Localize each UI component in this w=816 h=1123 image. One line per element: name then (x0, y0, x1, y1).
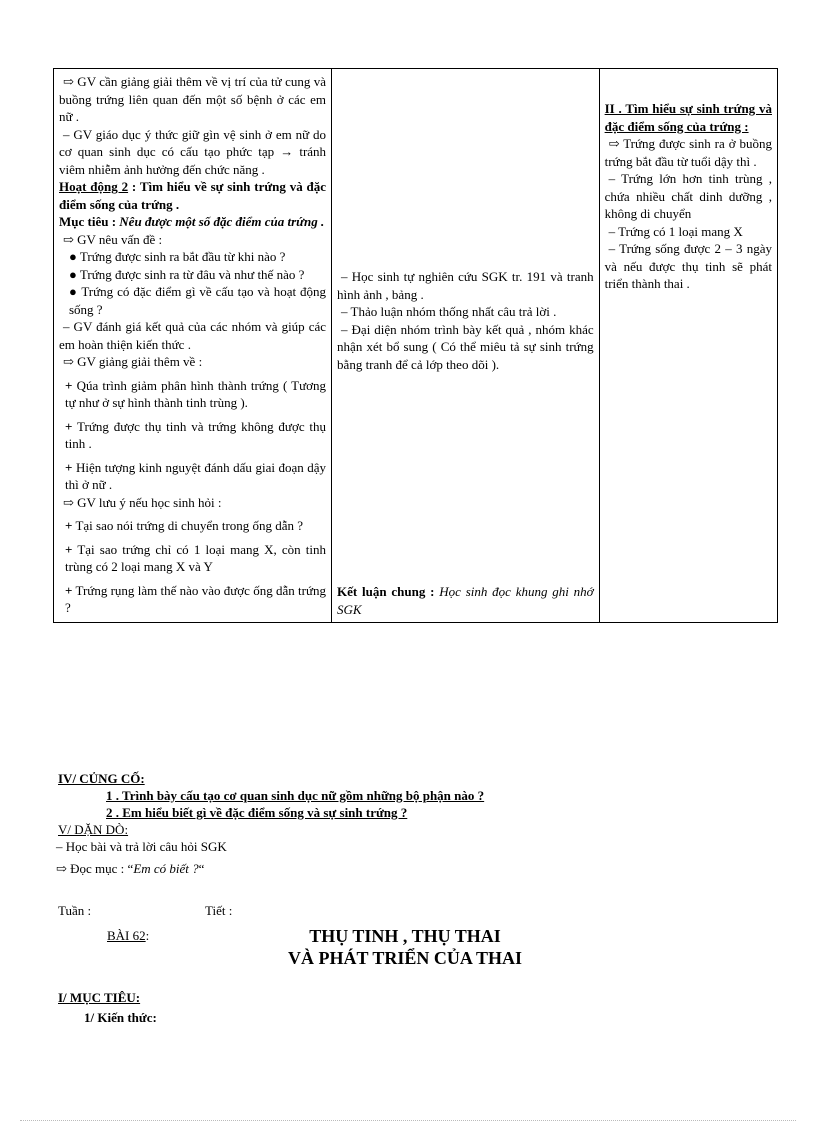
homework-heading: V/ DẶN DÒ: (58, 822, 129, 837)
plus-item: + Hiện tượng kinh nguyệt đánh dấu giai đoạn dậy thì ở nữ . (65, 459, 327, 492)
homework-item: – Học bài và trả lời câu hỏi SGK (56, 839, 227, 854)
review-question: 2 . Em hiểu biết gì về đặc điểm sống và sự sinh trứng ? (106, 805, 408, 820)
arrow-icon: → (280, 144, 294, 159)
teacher-note: ⇨ GV cần giảng giải thêm về vị trí của tử cung và buồng trứng liên quan đến một số bệnh ở các em nữ . (59, 74, 327, 124)
activity-heading: Hoạt động 2 : Tìm hiểu về sự sinh trứng và đặc điểm sống của trứng . (59, 179, 327, 212)
teacher-note: – GV giáo dục ý thức giữ gìn vệ sinh ở em nữ do cơ quan sinh dục có cấu tạo phức tạp → tránh viêm nhiễm ảnh hưởng đến chức năng . (59, 126, 327, 177)
content-note: – Trứng sống được 2 – 3 ngày và nếu được thụ tinh sẽ phát triển thành thai . (604, 241, 772, 291)
plus-item: + Tại sao trứng chỉ có 1 loại mang X, còn tinh trùng có 2 loại mang X và Y (65, 541, 327, 574)
consolidation-heading: IV/ CỦNG CỐ: (58, 771, 145, 786)
bullet-icon: ● (69, 266, 77, 282)
homework-item: ⇨ Đọc mục : “Em có biết ?“ (56, 861, 205, 876)
review-question: 1 . Trình bày cấu tạo cơ quan sinh dục nữ gồm những bộ phận nào ? (106, 788, 485, 803)
knowledge-heading: 1/ Kiến thức: (84, 1010, 157, 1025)
student-note: – Đại diện nhóm trình bày kết quả , nhóm khác nhận xét bổ sung ( Có thể miêu tả sự sinh trứng bằng tranh để cả lớp theo dõi ). (337, 321, 594, 372)
period-label: Tiết : (205, 903, 233, 918)
teacher-note: – GV đánh giá kết quả của các nhóm và giúp các em hoàn thiện kiến thức . (59, 319, 327, 352)
teacher-note: ⇨ GV nêu vấn đề : (63, 231, 163, 247)
plus-item: + Qúa trình giảm phân hình thành trứng ( Tương tự như ở sự hình thành tinh trùng ). (65, 377, 327, 410)
plus-item: + Trứng rụng làm thế nào vào được ống dẫn trứng ? (65, 582, 327, 615)
lesson-title: THỤ TINH , THỤ THAI VÀ PHÁT TRIỂN CỦA THAI (287, 926, 523, 968)
objective: Mục tiêu : Nêu được một số đặc điểm của trứng . (59, 214, 325, 229)
plus-icon: + (65, 518, 73, 533)
student-activity-cell (332, 69, 600, 623)
objectives-heading: I/ MỤC TIÊU: (58, 990, 141, 1005)
plus-icon: + (65, 418, 73, 434)
plus-icon: + (65, 541, 73, 557)
content-note: – Trứng có 1 loại mang X (608, 223, 743, 239)
consolidation-section (58, 770, 778, 877)
content-cell (599, 69, 777, 623)
student-note: – Học sinh tự nghiên cứu SGK tr. 191 và tranh hình ảnh , bảng . (337, 269, 594, 302)
section-heading: II . Tìm hiểu sự sinh trứng và đặc điểm sống của trứng : (604, 101, 772, 134)
teacher-note: ⇨ GV lưu ý nếu học sinh hỏi : (63, 494, 222, 510)
bullet-question: ● Trứng được sinh ra bắt đầu từ khi nào ? (69, 249, 286, 264)
lesson-number: BÀI 62: (107, 928, 150, 943)
lesson-table (53, 68, 778, 623)
bullet-icon: ● (69, 284, 78, 299)
student-note: – Thảo luận nhóm thống nhất câu trả lời . (341, 304, 557, 319)
plus-icon: + (65, 582, 73, 598)
bullet-question: ● Trứng được sinh ra từ đâu và như thế nào ? (69, 266, 305, 282)
content-note: ⇨ Trứng được sinh ra ở buồng trứng bắt đầu từ tuổi dậy thì . (604, 136, 772, 169)
teacher-activity-cell (54, 69, 332, 623)
content-note: – Trứng lớn hơn tinh trùng , chứa nhiều chất dinh dưỡng , không di chuyển (604, 171, 772, 221)
plus-icon: + (65, 459, 73, 475)
plus-icon: + (65, 377, 73, 393)
bullet-question: ● Trứng có đặc điểm gì về cấu tạo và hoạt động sống ? (69, 284, 327, 317)
page-border (20, 1120, 796, 1121)
plus-item: + Trứng được thụ tinh và trứng không được thụ tinh . (65, 418, 327, 451)
conclusion: Kết luận chung : Học sinh đọc khung ghi nhớ SGK (337, 584, 594, 617)
teacher-note: ⇨ GV giảng giải thêm về : (63, 354, 203, 369)
week-label: Tuần : (58, 903, 92, 918)
bullet-icon: ● (69, 249, 77, 264)
plus-item: + Tại sao nói trứng di chuyển trong ống dẫn ? (65, 518, 304, 533)
